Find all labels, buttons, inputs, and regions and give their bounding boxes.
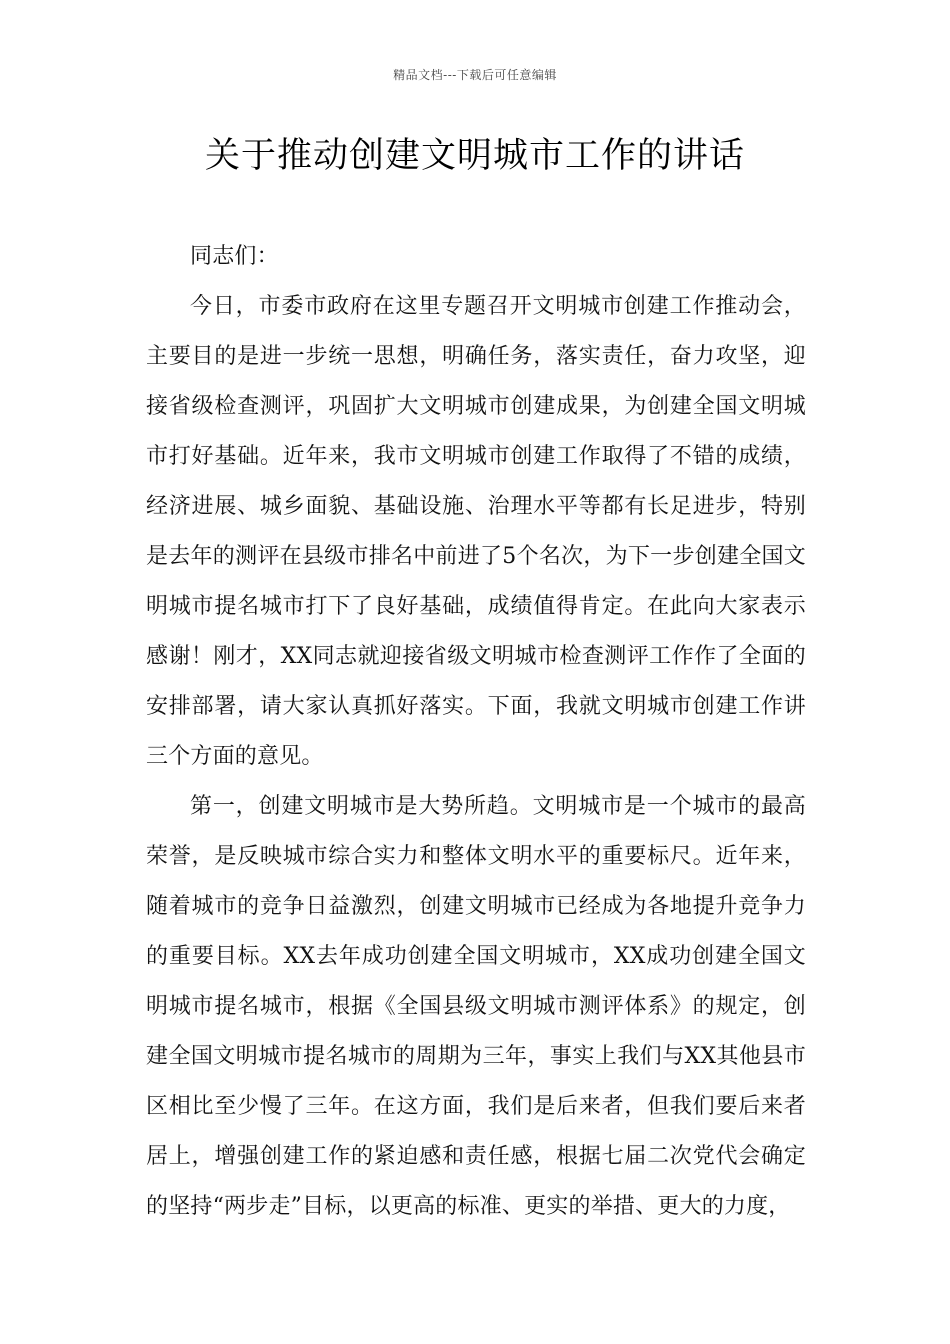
paragraph-2: 第一，创建文明城市是大势所趋。文明城市是一个城市的最高荣誉，是反映城市综合实力和整体文明水平的重要标尺。近年来，随着城市的竞争日益激烈，创建文明城市已经成为各地提升竞争力的重要目标。XX去年成功创建全国文明城市，XX成功创建全国文明城市提名城市，根据《全国县级文明城市测评体系》的规定，创建全国文明城市提名城市的周期为三年，事实上我们与XX其他县市区相比至少慢了三年。在这方面，我们是后来者，但我们要后来者居上，增强创建工作的紧迫感和责任感，根据七届二次党代会确定的坚持“两步走”目标，以更高的标准、更实的举措、更大的力度， [146, 794, 806, 1219]
greeting: 同志们： [190, 244, 279, 269]
paragraph-1: 今日，市委市政府在这里专题召开文明城市创建工作推动会，主要目的是进一步统一思想，明确任务，落实责任，奋力攻坚，迎接省级检查测评，巩固扩大文明城市创建成果，为创建全国文明城市打好基础。近年来，我市文明城市创建工作取得了不错的成绩，经济进展、城乡面貌、基础设施、治理水平等都有长足进步，特别是去年的测评在县级市排名中前进了5个名次，为下一步创建全国文明城市提名城市打下了良好基础，成绩值得肯定。在此向大家表示感谢！刚才，XX同志就迎接省级文明城市检查测评工作作了全面的安排部署，请大家认真抓好落实。下面，我就文明城市创建工作讲三个方面的意见。 [146, 294, 806, 769]
document-title: 关于推动创建文明城市工作的讲话 [204, 136, 745, 176]
document-body [146, 232, 806, 1232]
header-note: 精品文档---下载后可任意编辑 [393, 68, 557, 82]
